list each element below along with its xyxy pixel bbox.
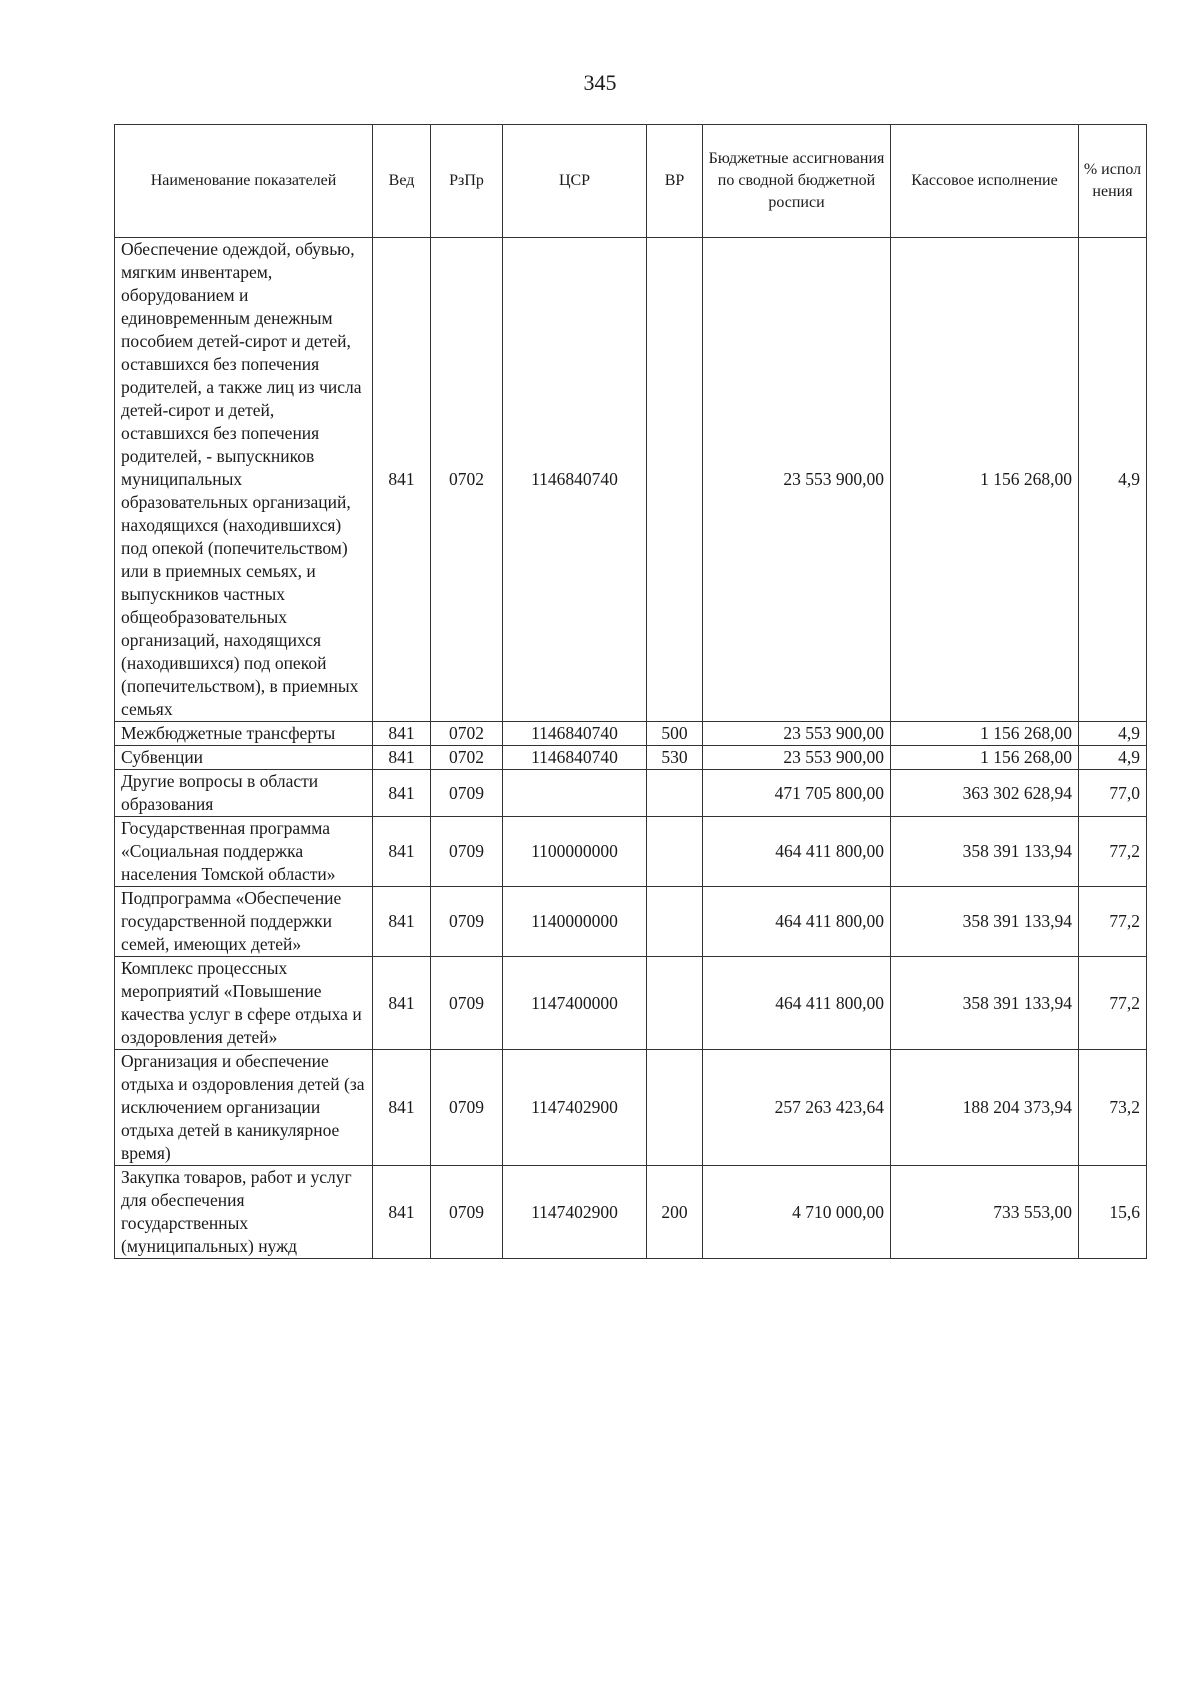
budget-report-table [114,124,1147,1259]
cell-ved: 841 [373,957,431,1050]
table-row [115,1050,1147,1166]
col-header-csr: ЦСР [503,125,647,238]
cell-csr: 1147402900 [503,1166,647,1259]
cell-rzpr: 0709 [431,770,503,817]
col-header-percent: % испол нения [1079,125,1147,238]
cell-ved: 841 [373,746,431,770]
cell-name: Субвенции [115,746,373,770]
col-header-vr: ВР [647,125,703,238]
cell-cash: 358 391 133,94 [891,817,1079,887]
cell-percent: 4,9 [1079,746,1147,770]
cell-cash: 1 156 268,00 [891,722,1079,746]
cell-vr [647,1050,703,1166]
cell-csr [503,770,647,817]
table-row [115,722,1147,746]
cell-budget: 471 705 800,00 [703,770,891,817]
cell-ved: 841 [373,238,431,722]
cell-ved: 841 [373,887,431,957]
cell-percent: 73,2 [1079,1050,1147,1166]
cell-cash: 1 156 268,00 [891,238,1079,722]
cell-budget: 23 553 900,00 [703,746,891,770]
table-row [115,1166,1147,1259]
cell-cash: 733 553,00 [891,1166,1079,1259]
cell-csr: 1140000000 [503,887,647,957]
cell-ved: 841 [373,1166,431,1259]
cell-cash: 363 302 628,94 [891,770,1079,817]
page-number: 345 [583,70,617,95]
col-header-name: Наименование показателей [115,125,373,238]
cell-percent: 15,6 [1079,1166,1147,1259]
header-row [115,125,1147,238]
cell-rzpr: 0702 [431,722,503,746]
cell-vr [647,817,703,887]
cell-csr: 1100000000 [503,817,647,887]
cell-budget: 464 411 800,00 [703,817,891,887]
table-row [115,746,1147,770]
cell-percent: 77,0 [1079,770,1147,817]
cell-percent: 4,9 [1079,238,1147,722]
cell-rzpr: 0702 [431,238,503,722]
cell-rzpr: 0709 [431,1050,503,1166]
cell-cash: 358 391 133,94 [891,887,1079,957]
cell-budget: 464 411 800,00 [703,957,891,1050]
table-row [115,957,1147,1050]
cell-budget: 23 553 900,00 [703,238,891,722]
col-header-cash: Кассовое исполнение [891,125,1079,238]
cell-cash: 1 156 268,00 [891,746,1079,770]
cell-name: Подпрограмма «Обеспечение государственной поддержки семей, имеющих детей» [115,887,373,957]
cell-vr [647,957,703,1050]
cell-rzpr: 0709 [431,887,503,957]
cell-csr: 1146840740 [503,746,647,770]
cell-name: Другие вопросы в области образования [115,770,373,817]
cell-vr [647,770,703,817]
cell-cash: 188 204 373,94 [891,1050,1079,1166]
cell-name: Межбюджетные трансферты [115,722,373,746]
cell-budget: 4 710 000,00 [703,1166,891,1259]
cell-name: Организация и обеспечение отдыха и оздоровления детей (за исключением организации отдыха детей в каникулярное время) [115,1050,373,1166]
table-row [115,770,1147,817]
table-row [115,887,1147,957]
cell-ved: 841 [373,770,431,817]
cell-csr: 1147400000 [503,957,647,1050]
cell-cash: 358 391 133,94 [891,957,1079,1050]
cell-vr [647,238,703,722]
cell-ved: 841 [373,1050,431,1166]
cell-percent: 77,2 [1079,887,1147,957]
cell-csr: 1146840740 [503,722,647,746]
cell-csr: 1146840740 [503,238,647,722]
table-body [115,238,1147,1259]
cell-vr: 530 [647,746,703,770]
cell-ved: 841 [373,817,431,887]
col-header-budget: Бюджетные ассигнования по сводной бюджетной росписи [703,125,891,238]
table-row [115,817,1147,887]
table-row [115,238,1147,722]
cell-ved: 841 [373,722,431,746]
col-header-rzpr: РзПр [431,125,503,238]
cell-name: Комплекс процессных мероприятий «Повышение качества услуг в сфере отдыха и оздоровления детей» [115,957,373,1050]
cell-name: Закупка товаров, работ и услуг для обеспечения государственных (муниципальных) нужд [115,1166,373,1259]
cell-rzpr: 0709 [431,817,503,887]
cell-rzpr: 0709 [431,957,503,1050]
cell-percent: 77,2 [1079,957,1147,1050]
cell-vr: 500 [647,722,703,746]
cell-rzpr: 0709 [431,1166,503,1259]
cell-vr [647,887,703,957]
cell-budget: 23 553 900,00 [703,722,891,746]
col-header-ved: Вед [373,125,431,238]
cell-csr: 1147402900 [503,1050,647,1166]
cell-budget: 464 411 800,00 [703,887,891,957]
cell-percent: 77,2 [1079,817,1147,887]
cell-vr: 200 [647,1166,703,1259]
cell-name: Обеспечение одеждой, обувью, мягким инвентарем, оборудованием и единовременным денежным пособием детей-сирот и детей, оставшихся без попечения родителей, а также лиц из числа детей-сирот и детей, оставшихся без попечения родителей, - выпускников муниципальных образовательных организаций, находящихся (находившихся) под опекой (попечительством) или в приемных семьях, и выпускников частных общеобразовательных организаций, находящихся (находившихся) под опекой (попечительством), в приемных семьях [115,238,373,722]
cell-budget: 257 263 423,64 [703,1050,891,1166]
cell-rzpr: 0702 [431,746,503,770]
cell-name: Государственная программа «Социальная поддержка населения Томской области» [115,817,373,887]
cell-percent: 4,9 [1079,722,1147,746]
